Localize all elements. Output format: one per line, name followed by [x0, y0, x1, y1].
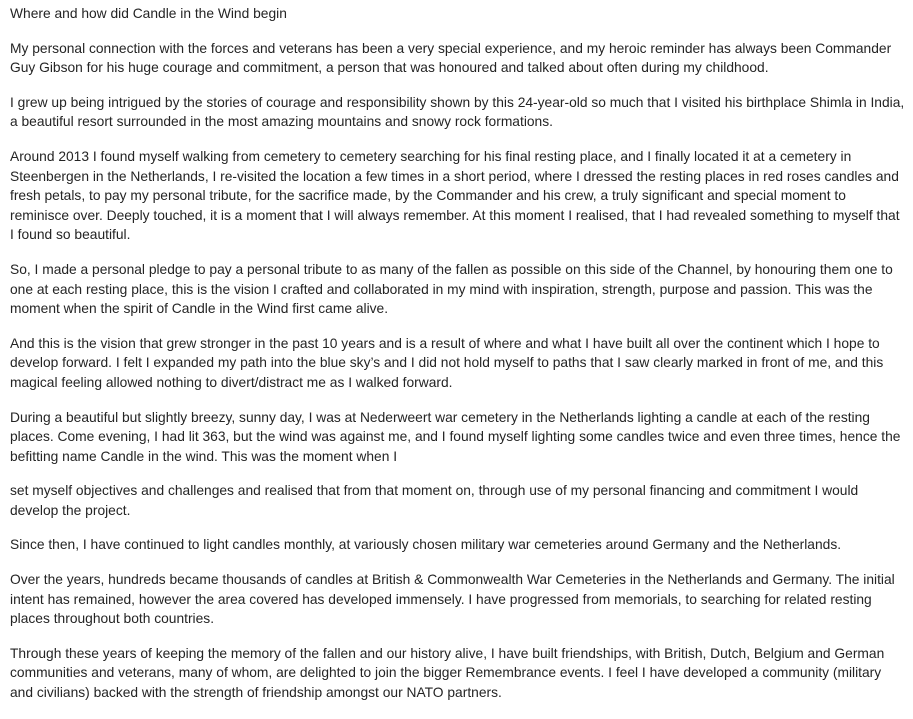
- paragraph-objectives: set myself objectives and challenges and realised that from that moment on, through use of my personal financing and commitment I would develop the project.: [10, 483, 859, 518]
- paragraph-steenbergen-cemetery: Around 2013 I found myself walking from cemetery to cemetery searching for his final resting place, and I finally located it at a cemetery in Steenbergen in the Netherlands, I re-visited the location a few times in a short period, where I dressed the resting places in red roses candles and fresh petals, to pay my personal tribute, for the sacrifice made, by the Commander and his crew, a truly significant and special moment to reminisce over. Deeply touched, it is a moment that I will always remember. At this moment I realised, that I had revealed something to myself that I found so beautiful.: [10, 148, 900, 243]
- paragraph-monthly-candles: Since then, I have continued to light candles monthly, at variously chosen military war cemeteries around Germany and the Netherlands.: [10, 537, 842, 553]
- paragraph-shimla-visit: I grew up being intrigued by the stories of courage and responsibility shown by this 24-year-old so much that I visited his birthplace Shimla in India, a beautiful resort surrounded in the most amazing mountains and snowy rock formations.: [10, 94, 905, 130]
- paragraph-nederweert: During a beautiful but slightly breezy, sunny day, I was at Nederweert war cemetery in the Netherlands lighting a candle at each of the resting places. Come evening, I had lit 363, but the wind was against me, and I found myself lighting some candles twice and even three times, hence the befitting name Candle in the wind. This was the moment when I: [10, 409, 901, 464]
- paragraph-vision: And this is the vision that grew stronger in the past 10 years and is a result of where and what I have built all over the continent which I hope to develop forward. I felt I expanded my path into the blue sky’s and I did not hold myself to paths that I saw clearly marked in front of me, and this magical feeling allowed nothing to divert/distract me as I walked forward.: [10, 335, 884, 390]
- paragraph-growth: Over the years, hundreds became thousands of candles at British & Commonwealth War Cemeteries in the Netherlands and Germany. The initial intent has remained, however the area covered has developed immensely. I have progressed from memorials, to searching for related resting places throughout both countries.: [10, 572, 895, 627]
- paragraph-friendships: Through these years of keeping the memory of the fallen and our history alive, I have built friendships, with British, Dutch, Belgium and German communities and veterans, many of whom, are delighted to join the bigger Remembrance events. I feel I have developed a community (military and civilians) backed with the strength of friendship amongst our NATO partners.: [10, 645, 885, 701]
- paragraph-personal-pledge: So, I made a personal pledge to pay a personal tribute to as many of the fallen as possible on this side of the Channel, by honouring them one to one at each resting place, this is the vision I crafted and collaborated in my mind with inspiration, strength, purpose and passion. This was the moment when the spirit of Candle in the Wind first came alive.: [10, 261, 893, 317]
- document-title: Where and how did Candle in the Wind begin: [10, 6, 287, 21]
- document-body: [10, 4, 906, 718]
- paragraph-childhood-connection: My personal connection with the forces and veterans has been a very special experience, and my heroic reminder has always been Commander Guy Gibson for his huge courage and commitment, a person that was honoured and talked about often during my childhood.: [10, 40, 892, 76]
